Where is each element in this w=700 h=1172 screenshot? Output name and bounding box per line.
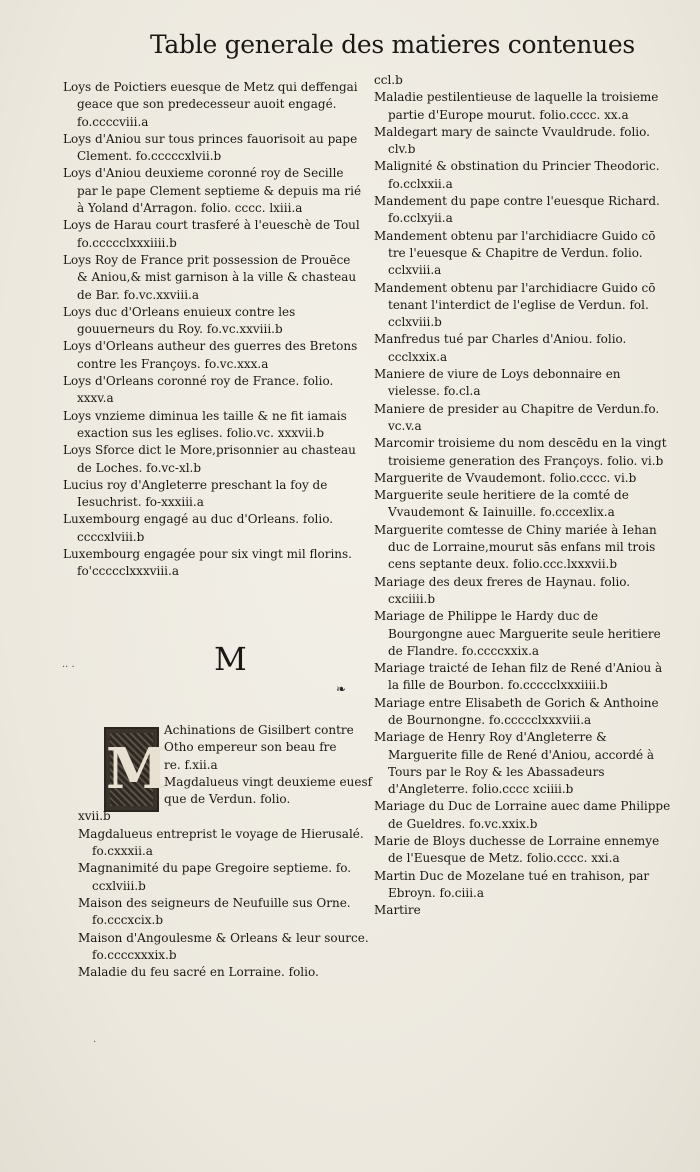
index-entry: Martire	[374, 903, 421, 918]
initial-letter: M	[106, 736, 168, 802]
index-entry: Malignité & obstination du Princier Theodoric. fo.cclxxii.a	[374, 159, 660, 191]
index-entry: Loys Roy de France prit possession de Prouēce & Aniou,& mist garnison à la ville & chasteau de Bar. fo.vc.xxviii.a	[63, 252, 357, 302]
index-entry: Marguerite comtesse de Chiny mariée à Iehan duc de Lorraine,mourut sās enfans mil trois cens septante deux. folio.ccc.lxxxvii.b	[374, 522, 657, 572]
m-first-entry-line: Magdalueus vingt deuxieme euesf	[164, 774, 373, 789]
index-entry: Manfredus tué par Charles d'Aniou. folio. ccclxxix.a	[374, 332, 627, 364]
index-entry: Marcomir troisieme du nom descēdu en la vingt troisieme generation des Françoys. folio. vi.b	[374, 436, 667, 468]
index-entry: Marguerite de Vvaudemont. folio.cccc. vi.b	[374, 470, 637, 485]
index-entry: Martin Duc de Mozelane tué en trahison, par Ebroyn. fo.ciii.a	[374, 868, 650, 900]
index-entry: Maniere de presider au Chapitre de Verdun.fo. vc.v.a	[374, 401, 660, 433]
index-entry: Mariage traicté de Iehan filz de René d'Aniou à la fille de Bourbon. fo.ccccclxxxiiii.b	[374, 661, 663, 693]
index-entry: Loys d'Orleans autheur des guerres des Bretons contre les Françoys. fo.vc.xxx.a	[63, 339, 358, 371]
index-entry: Maniere de viure de Loys debonnaire en vielesse. fo.cl.a	[374, 367, 621, 399]
m-first-entry-line: Otho empereur son beau fre	[164, 740, 337, 755]
fleuron-ornament: ❧	[336, 682, 347, 696]
index-entry: Luxembourg engagé au duc d'Orleans. folio. ccccxlviii.b	[63, 512, 334, 544]
index-entry: Maison des seigneurs de Neufuille sus Orne. fo.cccxcix.b	[78, 895, 351, 928]
index-entry: Loys d'Aniou sur tous princes fauorisoit au pape Clement. fo.cccccxlvii.b	[63, 131, 358, 164]
index-entry: Magnanimité du pape Gregoire septieme. fo. ccxlviii.b	[78, 861, 352, 893]
m-first-entry-line: Achinations de Gisilbert contre	[164, 723, 354, 737]
section-letter: M	[214, 640, 247, 678]
index-entry: Maladie pestilentieuse de laquelle la troisieme partie d'Europe mourut. folio.cccc. xx.a	[374, 90, 659, 122]
index-entry: Mandement obtenu par l'archidiacre Guido cō tre l'euesque & Chapitre de Verdun. folio. cclxviii.a	[374, 228, 656, 278]
index-entry: Magdalueus entreprist le voyage de Hierusalé. fo.cxxxii.a	[78, 826, 364, 859]
index-entry: Loys vnzieme diminua les taille & ne fit iamais exaction sus les eglises. folio.vc. xxxvii.b	[63, 408, 347, 440]
index-entry: Loys duc d'Orleans enuieux contre les gouuerneurs du Roy. fo.vc.xxviii.b	[63, 304, 296, 337]
index-entry: Loys d'Orleans coronné roy de France. folio. xxxv.a	[63, 374, 334, 406]
index-entry: Maldegart mary de saincte Vvauldrude. folio. clv.b	[374, 124, 650, 157]
index-entry: Mariage du Duc de Lorraine auec dame Philippe de Gueldres. fo.vc.xxix.b	[374, 799, 671, 831]
running-head: Table generale des matieres contenues	[150, 30, 635, 59]
right-column	[374, 72, 676, 920]
index-entry: Mandement obtenu par l'archidiacre Guido cō tenant l'interdict de l'eglise de Verdun. fol. cclxviii.b	[374, 280, 656, 330]
index-entry: Mariage de Philippe le Hardy duc de Bourgongne auec Marguerite seule heritiere de Flandre. fo.ccccxxix.a	[374, 609, 661, 658]
index-entry: Loys de Poictiers euesque de Metz qui deffengai geace que son predecesseur auoit engagé. fo.ccccviii.a	[63, 80, 358, 129]
left-m-column	[78, 722, 373, 981]
index-entry: Mariage entre Elisabeth de Gorich & Anthoine de Bournongne. fo.ccccclxxxviii.a	[374, 695, 659, 727]
stray-mark: ·· ·	[62, 662, 75, 673]
m-first-entry	[78, 722, 373, 826]
index-entry: Mandement du pape contre l'euesque Richard. fo.cclxyii.a	[374, 194, 660, 226]
index-entry: Loys d'Aniou deuxieme coronné roy de Secille par le pape Clement septieme & depuis ma rié à Yoland d'Arragon. folio. cccc. lxiii.a	[63, 166, 362, 216]
left-column	[63, 79, 363, 581]
index-entry: Mariage de Henry Roy d'Angleterre & Marguerite fille de René d'Aniou, accordé à Tours par le Roy & les Abassadeurs d'Angleterre. folio.cccc xciiii.b	[374, 730, 655, 797]
index-entry: Maison d'Angoulesme & Orleans & leur source. fo.ccccxxxix.b	[78, 930, 369, 962]
stray-mark: ·	[93, 1037, 97, 1048]
index-entry: Maladie du feu sacré en Lorraine. folio.	[78, 965, 319, 980]
index-entry: Mariage des deux freres de Haynau. folio. cxciiii.b	[374, 574, 631, 606]
m-first-entry-line: xvii.b	[78, 809, 111, 824]
index-entry: Marie de Bloys duchesse de Lorraine ennemye de l'Euesque de Metz. folio.cccc. xxi.a	[374, 834, 660, 866]
index-entry: Loys de Harau court trasferé à l'eueschè de Toul fo.ccccclxxxiiii.b	[63, 218, 360, 250]
m-first-entry-line: re. f.xii.a	[164, 757, 218, 772]
m-first-entry-line: que de Verdun. folio.	[164, 792, 291, 807]
index-entry: ccl.b	[374, 73, 403, 87]
index-entry: Lucius roy d'Angleterre preschant la foy de Iesuchrist. fo-xxxiii.a	[63, 477, 328, 510]
index-entry: Luxembourg engagée pour six vingt mil florins. fo'ccccclxxxviii.a	[63, 547, 352, 579]
index-entry: Marguerite seule heritiere de la comté de Vvaudemont & Iainuille. fo.cccexlix.a	[374, 488, 629, 520]
index-entry: Loys Sforce dict le More,prisonnier au chasteau de Loches. fo.vc-xl.b	[63, 443, 356, 475]
